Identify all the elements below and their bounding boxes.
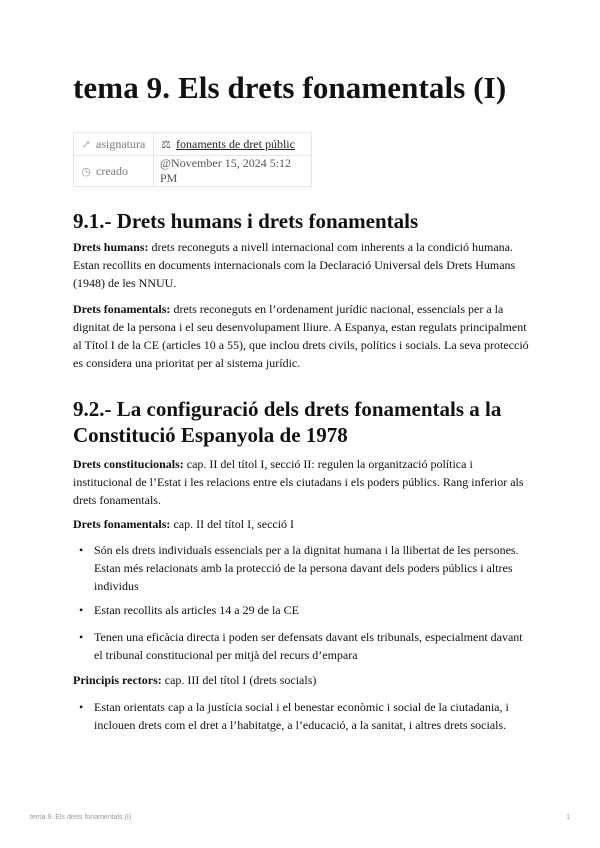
bullet-icon: •: [79, 543, 84, 557]
property-row: [74, 156, 312, 187]
properties-table: [73, 132, 312, 187]
property-row: [74, 133, 312, 156]
paragraph: Drets humans: drets reconeguts a nivell internacional com inherents a la condició humana. Estan recollits en documents internacionals com la Declaració Universal dels Drets Humans (1948) de les NNUU.: [73, 240, 516, 290]
clock-icon: ◷: [81, 165, 91, 178]
section-heading: 9.2.- La configuració dels drets fonamentals a la Constitució Espanyola de 1978: [73, 397, 502, 447]
footer-title: tema 9. Els drets fonamentals (I): [30, 814, 132, 821]
paragraph: Drets fonamentals: drets reconeguts en l’ordenament jurídic nacional, essencials per a la dignitat de la persona i el seu desenvolupament lliure. A Espanya, estan regulats principalment al Títol I de la CE (articles 10 a 55), que inclou drets civils, polítics i socials. La seva protecció es considera una prioritat per al sistema jurídic.: [73, 302, 529, 370]
arrow-up-right-icon: ↗: [81, 138, 91, 151]
property-key: ◷ creado: [74, 156, 154, 187]
property-key: ↗ asignatura: [74, 133, 154, 156]
list-item: • Tenen una eficàcia directa i poden ser defensats davant els tribunals, especialment davant el tribunal constitucional per mitjà del recurs d’empara: [79, 630, 523, 662]
section-heading: 9.1.- Drets humans i drets fonamentals: [73, 209, 419, 233]
page-title: tema 9. Els drets fonamentals (I): [73, 70, 507, 105]
paragraph: Drets fonamentals: cap. II del títol I, secció I: [73, 517, 295, 531]
bullet-icon: •: [79, 630, 84, 644]
paragraph: Drets constitucionals: cap. II del títol I, secció II: regulen la organització política i institucional de l’Estat i les relacions entre els ciutadans i els poders públics. Rang inferior als drets fonamentals.: [73, 457, 524, 507]
scales-icon: ⚖: [161, 138, 171, 151]
list-item: • Estan recollits als articles 14 a 29 de la CE: [79, 603, 299, 617]
page-number: 1: [566, 814, 570, 821]
bullet-icon: •: [79, 603, 84, 617]
asignatura-link[interactable]: fonaments de dret públic: [176, 136, 295, 151]
paragraph: Principis rectors: cap. III del títol I (drets socials): [73, 673, 317, 687]
bullet-icon: •: [79, 700, 84, 714]
list-item: • Estan orientats cap a la justícia social i el benestar econòmic i social de la ciutadania, i inclouen drets com el dret a l’habitatge, a l’educació, a la sanitat, i altres drets socials.: [79, 700, 509, 732]
property-value: [154, 133, 312, 156]
list-item: • Són els drets individuals essencials per a la dignitat humana i la llibertat de les persones. Estan més relacionats amb la protecció de la persona davant dels poders públics i altres individus: [79, 543, 519, 593]
property-value: @November 15, 2024 5:12 PM: [154, 156, 312, 187]
